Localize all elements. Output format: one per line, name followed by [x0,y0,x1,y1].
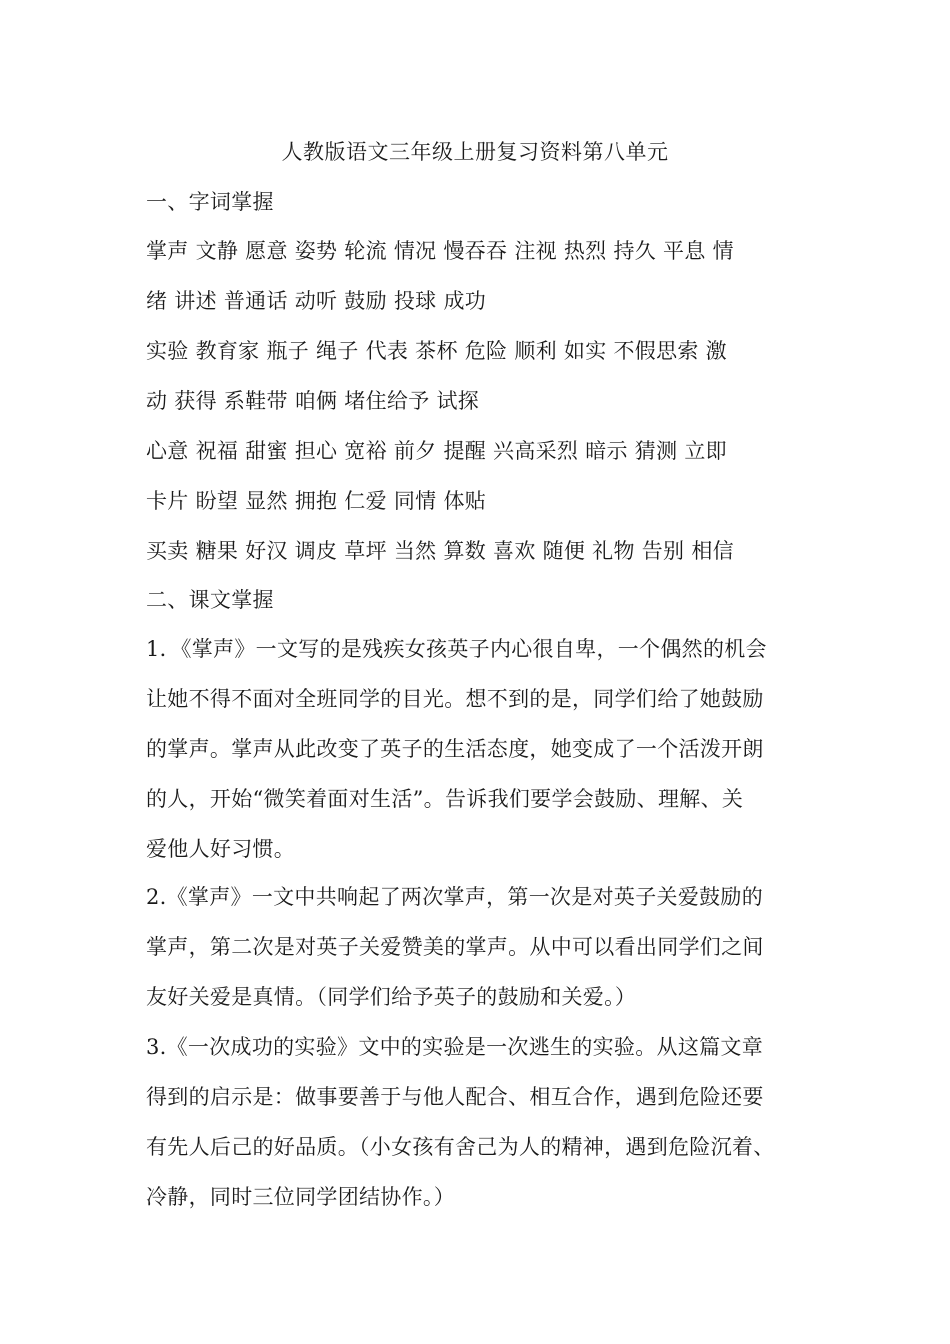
vocab-line: 买卖 糖果 好汉 调皮 草坪 当然 算数 喜欢 随便 礼物 告别 相信 [146,539,734,563]
text-line: 的掌声。掌声从此改变了英子的生活态度，她变成了一个活泼开朗 [146,737,764,761]
text-line: 让她不得不面对全班同学的目光。想不到的是，同学们给了她鼓励 [146,687,764,711]
vocab-line: 心意 祝福 甜蜜 担心 宽裕 前夕 提醒 兴高采烈 暗示 猜测 立即 [146,439,727,463]
text-line: 的人，开始“微笑着面对生活”。告诉我们要学会鼓励、理解、关 [146,787,744,811]
text-line: 得到的启示是：做事要善于与他人配合、相互合作，遇到危险还要 [146,1085,764,1109]
text-line: 友好关爱是真情。（同学们给予英子的鼓励和关爱。） [146,985,637,1009]
vocab-line: 动 获得 系鞋带 咱俩 堵住给予 试探 [146,389,480,413]
document-title: 人教版语文三年级上册复习资料第八单元 [281,140,669,164]
text-line: 爱他人好习惯。 [146,837,296,861]
text-line: 掌声，第二次是对英子关爱赞美的掌声。从中可以看出同学们之间 [146,935,764,959]
vocab-line: 绪 讲述 普通话 动听 鼓励 投球 成功 [146,289,487,313]
vocab-line: 卡片 盼望 显然 拥抱 仁爱 同情 体贴 [146,489,487,513]
text-line: 2.《掌声》一文中共响起了两次掌声，第一次是对英子关爱鼓励的 [146,885,764,909]
text-line: 1．《掌声》一文写的是残疾女孩英子内心很自卑，一个偶然的机会 [146,637,767,661]
vocab-line: 实验 教育家 瓶子 绳子 代表 茶杯 危险 顺利 如实 不假思索 激 [146,339,727,363]
section-heading-texts: 二、课文掌握 [146,588,274,612]
text-line: 有先人后己的好品质。（小女孩有舍己为人的精神，遇到危险沉着、 [146,1135,775,1159]
section-heading-vocabulary: 一、字词掌握 [146,190,274,214]
text-line: 冷静，同时三位同学团结协作。） [146,1185,455,1209]
vocab-line: 掌声 文静 愿意 姿势 轮流 情况 慢吞吞 注视 热烈 持久 平息 情 [146,239,734,263]
text-line: 3.《一次成功的实验》文中的实验是一次逃生的实验。从这篇文章 [146,1035,764,1059]
